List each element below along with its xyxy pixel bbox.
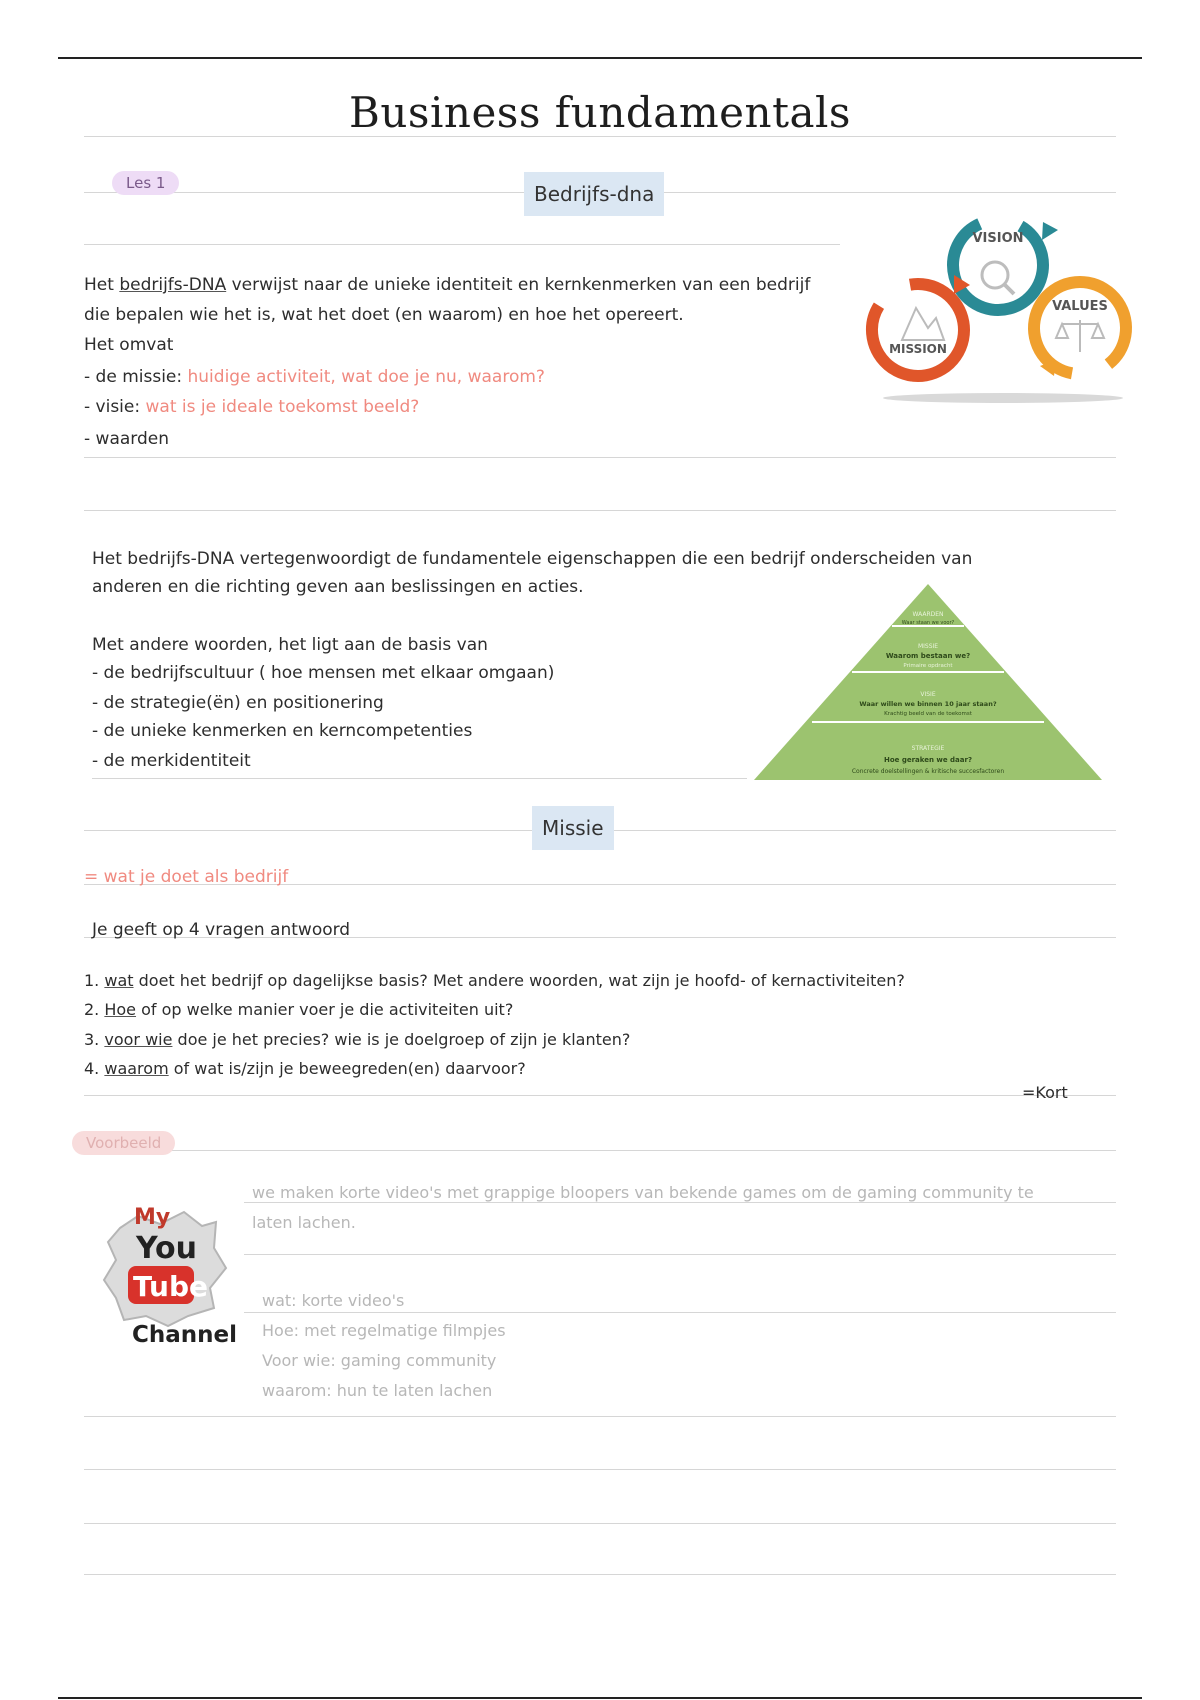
item-label: - visie: bbox=[84, 397, 141, 417]
intro-line-2: die bepalen wie het is, wat het doet (en waarom) en hoe het opereert. bbox=[84, 305, 684, 325]
ruled-line bbox=[92, 778, 747, 779]
pyramid-level-caption: Primaire opdracht bbox=[903, 663, 953, 669]
question-item bbox=[84, 995, 513, 1025]
ruled-line bbox=[244, 1254, 1116, 1255]
item-note: huidige activiteit, wat doe je nu, waarom? bbox=[182, 367, 545, 387]
my-youtube-channel-logo bbox=[98, 1198, 238, 1348]
ruled-line bbox=[84, 1150, 1116, 1151]
dna-paragraph-line-2: anderen en die richting geven aan beslissingen en acties. bbox=[92, 577, 584, 597]
diagram-shadow bbox=[883, 393, 1123, 403]
example-line-1: we maken korte video's met grappige bloopers van bekende games om de gaming community te bbox=[252, 1183, 1034, 1202]
question-key: waarom bbox=[104, 1059, 169, 1078]
ruled-line bbox=[84, 510, 1116, 511]
example-badge: Voorbeeld bbox=[72, 1131, 175, 1155]
intro-text: Het bbox=[84, 275, 120, 295]
item-label: - waarden bbox=[84, 429, 169, 449]
pyramid-level-title: STRATEGIE bbox=[911, 745, 945, 752]
intro-term: bedrijfs-DNA bbox=[119, 275, 227, 295]
example-answer: Voor wie: gaming community bbox=[262, 1351, 497, 1370]
section-heading-bedrijfs-dna: Bedrijfs-dna bbox=[524, 172, 664, 216]
item-note: wat is je ideale toekomst beeld? bbox=[140, 397, 420, 417]
question-number: 3. bbox=[84, 1030, 100, 1049]
list-item bbox=[84, 362, 545, 392]
pyramid-level-sub: Waar willen we binnen 10 jaar staan? bbox=[859, 700, 997, 708]
top-rule bbox=[58, 57, 1142, 59]
pyramid-level-sub: Waar staan we voor? bbox=[901, 620, 955, 626]
ruled-line bbox=[84, 244, 840, 245]
ruled-line bbox=[84, 1416, 1116, 1417]
magnifier-handle bbox=[1004, 284, 1014, 294]
values-label: VALUES bbox=[1052, 299, 1108, 314]
question-item bbox=[84, 966, 905, 996]
basis-item: - de unieke kenmerken en kerncompetenties bbox=[92, 721, 473, 741]
question-text: doet het bedrijf op dagelijkse basis? Met andere woorden, wat zijn je hoofd- of kernactiviteiten? bbox=[133, 971, 905, 990]
mountain-icon bbox=[902, 308, 944, 340]
pyramid-level-title: WAARDEN bbox=[912, 611, 944, 618]
item-label: - de missie: bbox=[84, 367, 183, 387]
missie-definition: = wat je doet als bedrijf bbox=[84, 867, 289, 887]
list-item bbox=[84, 424, 169, 454]
lesson-badge: Les 1 bbox=[112, 171, 179, 195]
question-key: wat bbox=[104, 971, 134, 990]
logo-tube: Tube bbox=[133, 1270, 208, 1303]
ruled-line bbox=[244, 1202, 1116, 1203]
ruled-line bbox=[84, 1523, 1116, 1524]
pyramid-level-sub: Waarom bestaan we? bbox=[885, 652, 971, 660]
question-text: of wat is/zijn je beweegreden(en) daarvoor? bbox=[168, 1059, 526, 1078]
kort-note: =Kort bbox=[1022, 1083, 1068, 1102]
waarden-missie-visie-strategie-pyramid bbox=[752, 582, 1104, 782]
vision-label: VISION bbox=[972, 231, 1024, 246]
question-key: Hoe bbox=[104, 1000, 137, 1019]
basis-item: - de strategie(ën) en positionering bbox=[92, 693, 384, 713]
vision-arrow-icon bbox=[1042, 222, 1058, 240]
list-item bbox=[84, 392, 419, 422]
pyramid-level-title: MISSIE bbox=[917, 643, 939, 650]
example-line-2: laten lachen. bbox=[252, 1213, 356, 1232]
pyramid-level-caption: Krachtig beeld van de toekomst bbox=[884, 711, 972, 717]
pyramid-level-title: VISIE bbox=[920, 691, 936, 698]
example-answer: waarom: hun te laten lachen bbox=[262, 1381, 493, 1400]
question-number: 2. bbox=[84, 1000, 100, 1019]
intro-line-1 bbox=[84, 270, 810, 300]
intro-line-3: Het omvat bbox=[84, 335, 174, 355]
basis-intro: Met andere woorden, het ligt aan de basis van bbox=[92, 635, 488, 655]
intro-text: verwijst naar de unieke identiteit en kernkenmerken van een bedrijf bbox=[226, 275, 811, 295]
pyramid-level-sub: Hoe geraken we daar? bbox=[883, 756, 973, 764]
ruled-line bbox=[84, 1574, 1116, 1575]
question-number: 4. bbox=[84, 1059, 100, 1078]
mission-label: MISSION bbox=[889, 342, 947, 356]
section-heading-missie: Missie bbox=[532, 806, 614, 850]
ruled-line bbox=[84, 1469, 1116, 1470]
question-text: of op welke manier voer je die activiteiten uit? bbox=[136, 1000, 514, 1019]
ruled-line bbox=[84, 457, 1116, 458]
question-item bbox=[84, 1025, 630, 1055]
bottom-rule bbox=[58, 1697, 1142, 1699]
basis-item: - de bedrijfscultuur ( hoe mensen met elkaar omgaan) bbox=[92, 663, 555, 683]
logo-my: My bbox=[134, 1205, 171, 1230]
dna-paragraph-line-1: Het bedrijfs-DNA vertegenwoordigt de fundamentele eigenschappen die een bedrijf onderscheiden van bbox=[92, 549, 973, 569]
example-answer: wat: korte video's bbox=[262, 1291, 405, 1310]
page-title: Business fundamentals bbox=[349, 88, 851, 137]
mission-vision-values-diagram bbox=[858, 200, 1148, 410]
questions-intro: Je geeft op 4 vragen antwoord bbox=[92, 920, 351, 940]
pyramid-level-caption: Concrete doelstellingen & kritische succesfactoren bbox=[851, 768, 1005, 775]
question-key: voor wie bbox=[104, 1030, 173, 1049]
logo-you: You bbox=[136, 1231, 197, 1266]
logo-channel: Channel bbox=[132, 1322, 238, 1348]
question-text: doe je het precies? wie is je doelgroep of zijn je klanten? bbox=[172, 1030, 631, 1049]
ruled-line bbox=[244, 1312, 1116, 1313]
basis-item: - de merkidentiteit bbox=[92, 751, 251, 771]
ruled-line bbox=[84, 1095, 1116, 1096]
question-number: 1. bbox=[84, 971, 100, 990]
example-answer: Hoe: met regelmatige filmpjes bbox=[262, 1321, 506, 1340]
question-item bbox=[84, 1054, 526, 1084]
